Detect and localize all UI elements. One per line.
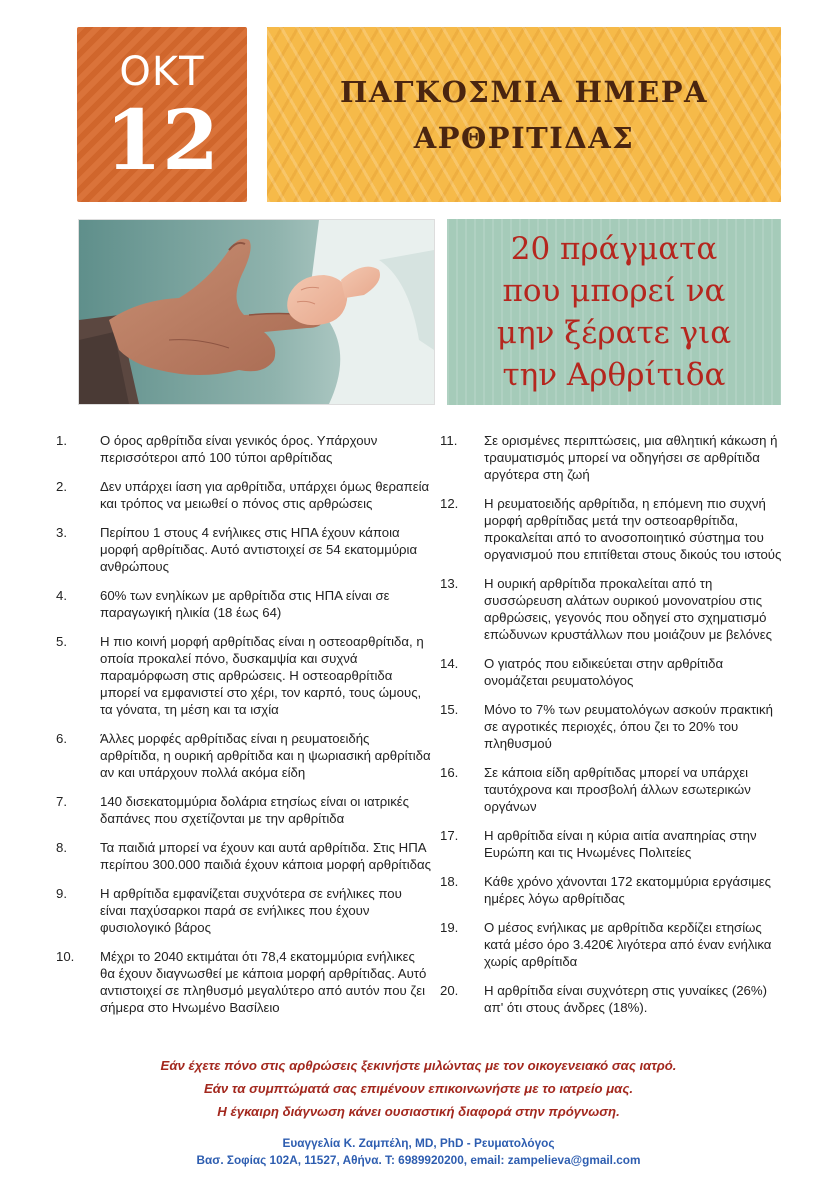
hands-illustration [79,220,434,404]
list-item [56,730,431,781]
item-text: Μέχρι το 2040 εκτιμάται ότι 78,4 εκατομμύρια ενήλικες θα έχουν διαγνωσθεί με κάποια μορφή αρθρίτιδας. Αυτό αντιστοιχεί σε πληθυσμό μεγαλύτερο από αυτόν που ζει σήμερα στο Ηνωμένο Βασίλειο [100,949,427,1015]
item-text: Η αρθρίτιδα είναι η κύρια αιτία αναπηρίας στην Ευρώπη και τις Ηνωμένες Πολιτείες [484,828,757,860]
contact-info: Βασ. Σοφίας 102Α, 11527, Αθήνα. Τ: 6989920200, email: zampelieva@gmail.com [196,1153,641,1167]
item-number: 8. [56,840,67,855]
item-number: 18. [440,874,459,889]
item-number: 1. [56,433,67,448]
facts-list-right [440,432,785,1028]
subtitle-line-4: την Αρθρίτιδα [502,357,726,393]
facts-list-left [56,432,431,1028]
advice-note-3: Η έγκαιρη διάγνωση κάνει ουσιαστική διαφορά στην πρόγνωση. [217,1104,620,1119]
list-item [440,873,785,907]
item-number: 2. [56,479,67,494]
item-text: 60% των ενηλίκων με αρθρίτιδα στις ΗΠΑ είναι σε παραγωγική ηλικία (18 έως 64) [100,588,390,620]
list-item [440,827,785,861]
item-text: Ο μέσος ενήλικας με αρθρίτιδα κερδίζει ετησίως κατά μέσο όρο 3.420€ λιγότερα από έναν ενήλικα χωρίς αρθρίτιδα [484,920,772,969]
item-number: 19. [440,920,459,935]
subtitle-line-1: 20 πράγματα [510,231,718,267]
item-text: Η ρευματοειδής αρθρίτιδα, η επόμενη πιο συχνή μορφή αρθρίτιδας μετά την οστεοαρθρίτιδα, προκαλείται από το ανοσοποιητικό σύστημα του οργανισμού που επιτίθεται στους δικούς του ιστούς [484,496,782,562]
item-number: 9. [56,886,67,901]
item-text: Δεν υπάρχει ίαση για αρθρίτιδα, υπάρχει όμως θεραπεία και τρόπος να μειωθεί ο πόνος στις αρθρώσεις [100,479,430,511]
item-number: 10. [56,949,75,964]
item-number: 16. [440,765,459,780]
list-item [440,655,785,689]
title-banner [267,27,781,202]
item-text: Σε ορισμένες περιπτώσεις, μια αθλητική κάκωση ή τραυματισμός μπορεί να οδηγήσει σε αρθρίτιδα αργότερα στη ζωή [484,433,778,482]
item-text: Άλλες μορφές αρθρίτιδας είναι η ρευματοειδής αρθρίτιδα, η ουρική αρθρίτιδα και η ψωριασική αρθρίτιδα αν και υπάρχουν πολλά ακόμα είδη [100,731,431,780]
list-item [440,919,785,970]
item-text: Τα παιδιά μπορεί να έχουν και αυτά αρθρίτιδα. Στις ΗΠΑ περίπου 300.000 παιδιά έχουν κάποια μορφή αρθρίτιδας [100,840,431,872]
list-item [56,839,431,873]
item-text: Κάθε χρόνο χάνονται 172 εκατομμύρια εργάσιμες ημέρες λόγω αρθρίτιδας [484,874,772,906]
item-number: 7. [56,794,67,809]
item-text: Η αρθρίτιδα εμφανίζεται συχνότερα σε ενήλικες που είναι παχύσαρκοι παρά σε ενήλικες που έχουν φυσιολογικό βάρος [100,886,402,935]
title-line-1: ΠΑΓΚΟΣΜΙΑ ΗΜΕΡΑ [339,74,709,109]
list-item [56,885,431,936]
item-text: 140 δισεκατομμύρια δολάρια ετησίως είναι οι ιατρικές δαπάνες που σχετίζονται με την αρθρίτιδα [100,794,410,826]
item-text: Μόνο το 7% των ρευματολόγων ασκούν πρακτική σε αγροτικές περιοχές, όπου ζει το 20% του πληθυσμού [484,702,773,751]
date-day: 12 [104,93,220,189]
item-number: 15. [440,702,459,717]
list-item [56,793,431,827]
item-text: Σε κάποια είδη αρθρίτιδας μπορεί να υπάρχει ταυτόχρονα και προσβολή άλλων εσωτερικών οργάνων [484,765,751,814]
list-item [440,982,785,1016]
list-item [440,764,785,815]
item-number: 20. [440,983,459,998]
item-number: 3. [56,525,67,540]
list-item [56,524,431,575]
item-text: Η αρθρίτιδα είναι συχνότερη στις γυναίκες (26%) απ' ότι στους άνδρες (18%). [484,983,767,1015]
advice-note-1: Εάν έχετε πόνο στις αρθρώσεις ξεκινήστε μιλώντας με τον οικογενειακό σας ιατρό. [160,1058,677,1073]
item-number: 4. [56,588,67,603]
list-item [56,478,431,512]
list-item [440,575,785,643]
item-text: Η πιο κοινή μορφή αρθρίτιδας είναι η οστεοαρθρίτιδα, η οποία προκαλεί πόνο, δυσκαμψία και συχνά παραμόρφωση στις αρθρώσεις. Η οστεοαρθρίτιδα μπορεί να εμφανιστεί στο χέρι, τον καρπό, τους ώμους, τα γόνατα, τη μέση και τα ισχία [100,634,424,717]
list-item [56,432,431,466]
item-number: 11. [440,433,458,448]
list-item [56,587,431,621]
item-number: 14. [440,656,459,671]
subtitle-line-3: μην ξέρατε για [496,315,732,351]
item-text: Ο όρος αρθρίτιδα είναι γενικός όρος. Υπάρχουν περισσότεροι από 100 τύποι αρθρίτιδας [100,433,378,465]
item-number: 13. [440,576,459,591]
item-number: 17. [440,828,459,843]
list-item [56,633,431,718]
date-block [77,27,247,202]
item-number: 6. [56,731,67,746]
item-number: 12. [440,496,459,511]
title-line-2: ΑΡΘΡΙΤΙΔΑΣ [413,120,635,155]
list-item [440,432,785,483]
subtitle-line-2: που μπορεί να [502,273,726,309]
date-month: ΟΚΤ [119,49,205,95]
list-item [440,701,785,752]
item-text: Περίπου 1 στους 4 ενήλικες στις ΗΠΑ έχουν κάποια μορφή αρθρίτιδας. Αυτό αντιστοιχεί σε 54 εκατομμύρια ανθρώπους [100,525,418,574]
advice-note-2: Εάν τα συμπτώματά σας επιμένουν επικοινωνήστε με το ιατρείο μας. [203,1081,634,1096]
list-item [56,948,431,1016]
item-text: Ο γιατρός που ειδικεύεται στην αρθρίτιδα ονομάζεται ρευματολόγος [484,656,724,688]
item-number: 5. [56,634,67,649]
doctor-signature: Ευαγγελία Κ. Ζαμπέλη, MD, PhD - Ρευματολόγος [282,1136,555,1150]
hands-photo [78,219,435,405]
item-text: Η ουρική αρθρίτιδα προκαλείται από τη συσσώρευση αλάτων ουρικού μονονατρίου στις αρθρώσεις, γεγονός που οδηγεί στο σχηματισμό επώδυνων κρυστάλλων που μοιάζουν με βελόνες [484,576,772,642]
list-item [440,495,785,563]
subtitle-panel [447,219,781,405]
